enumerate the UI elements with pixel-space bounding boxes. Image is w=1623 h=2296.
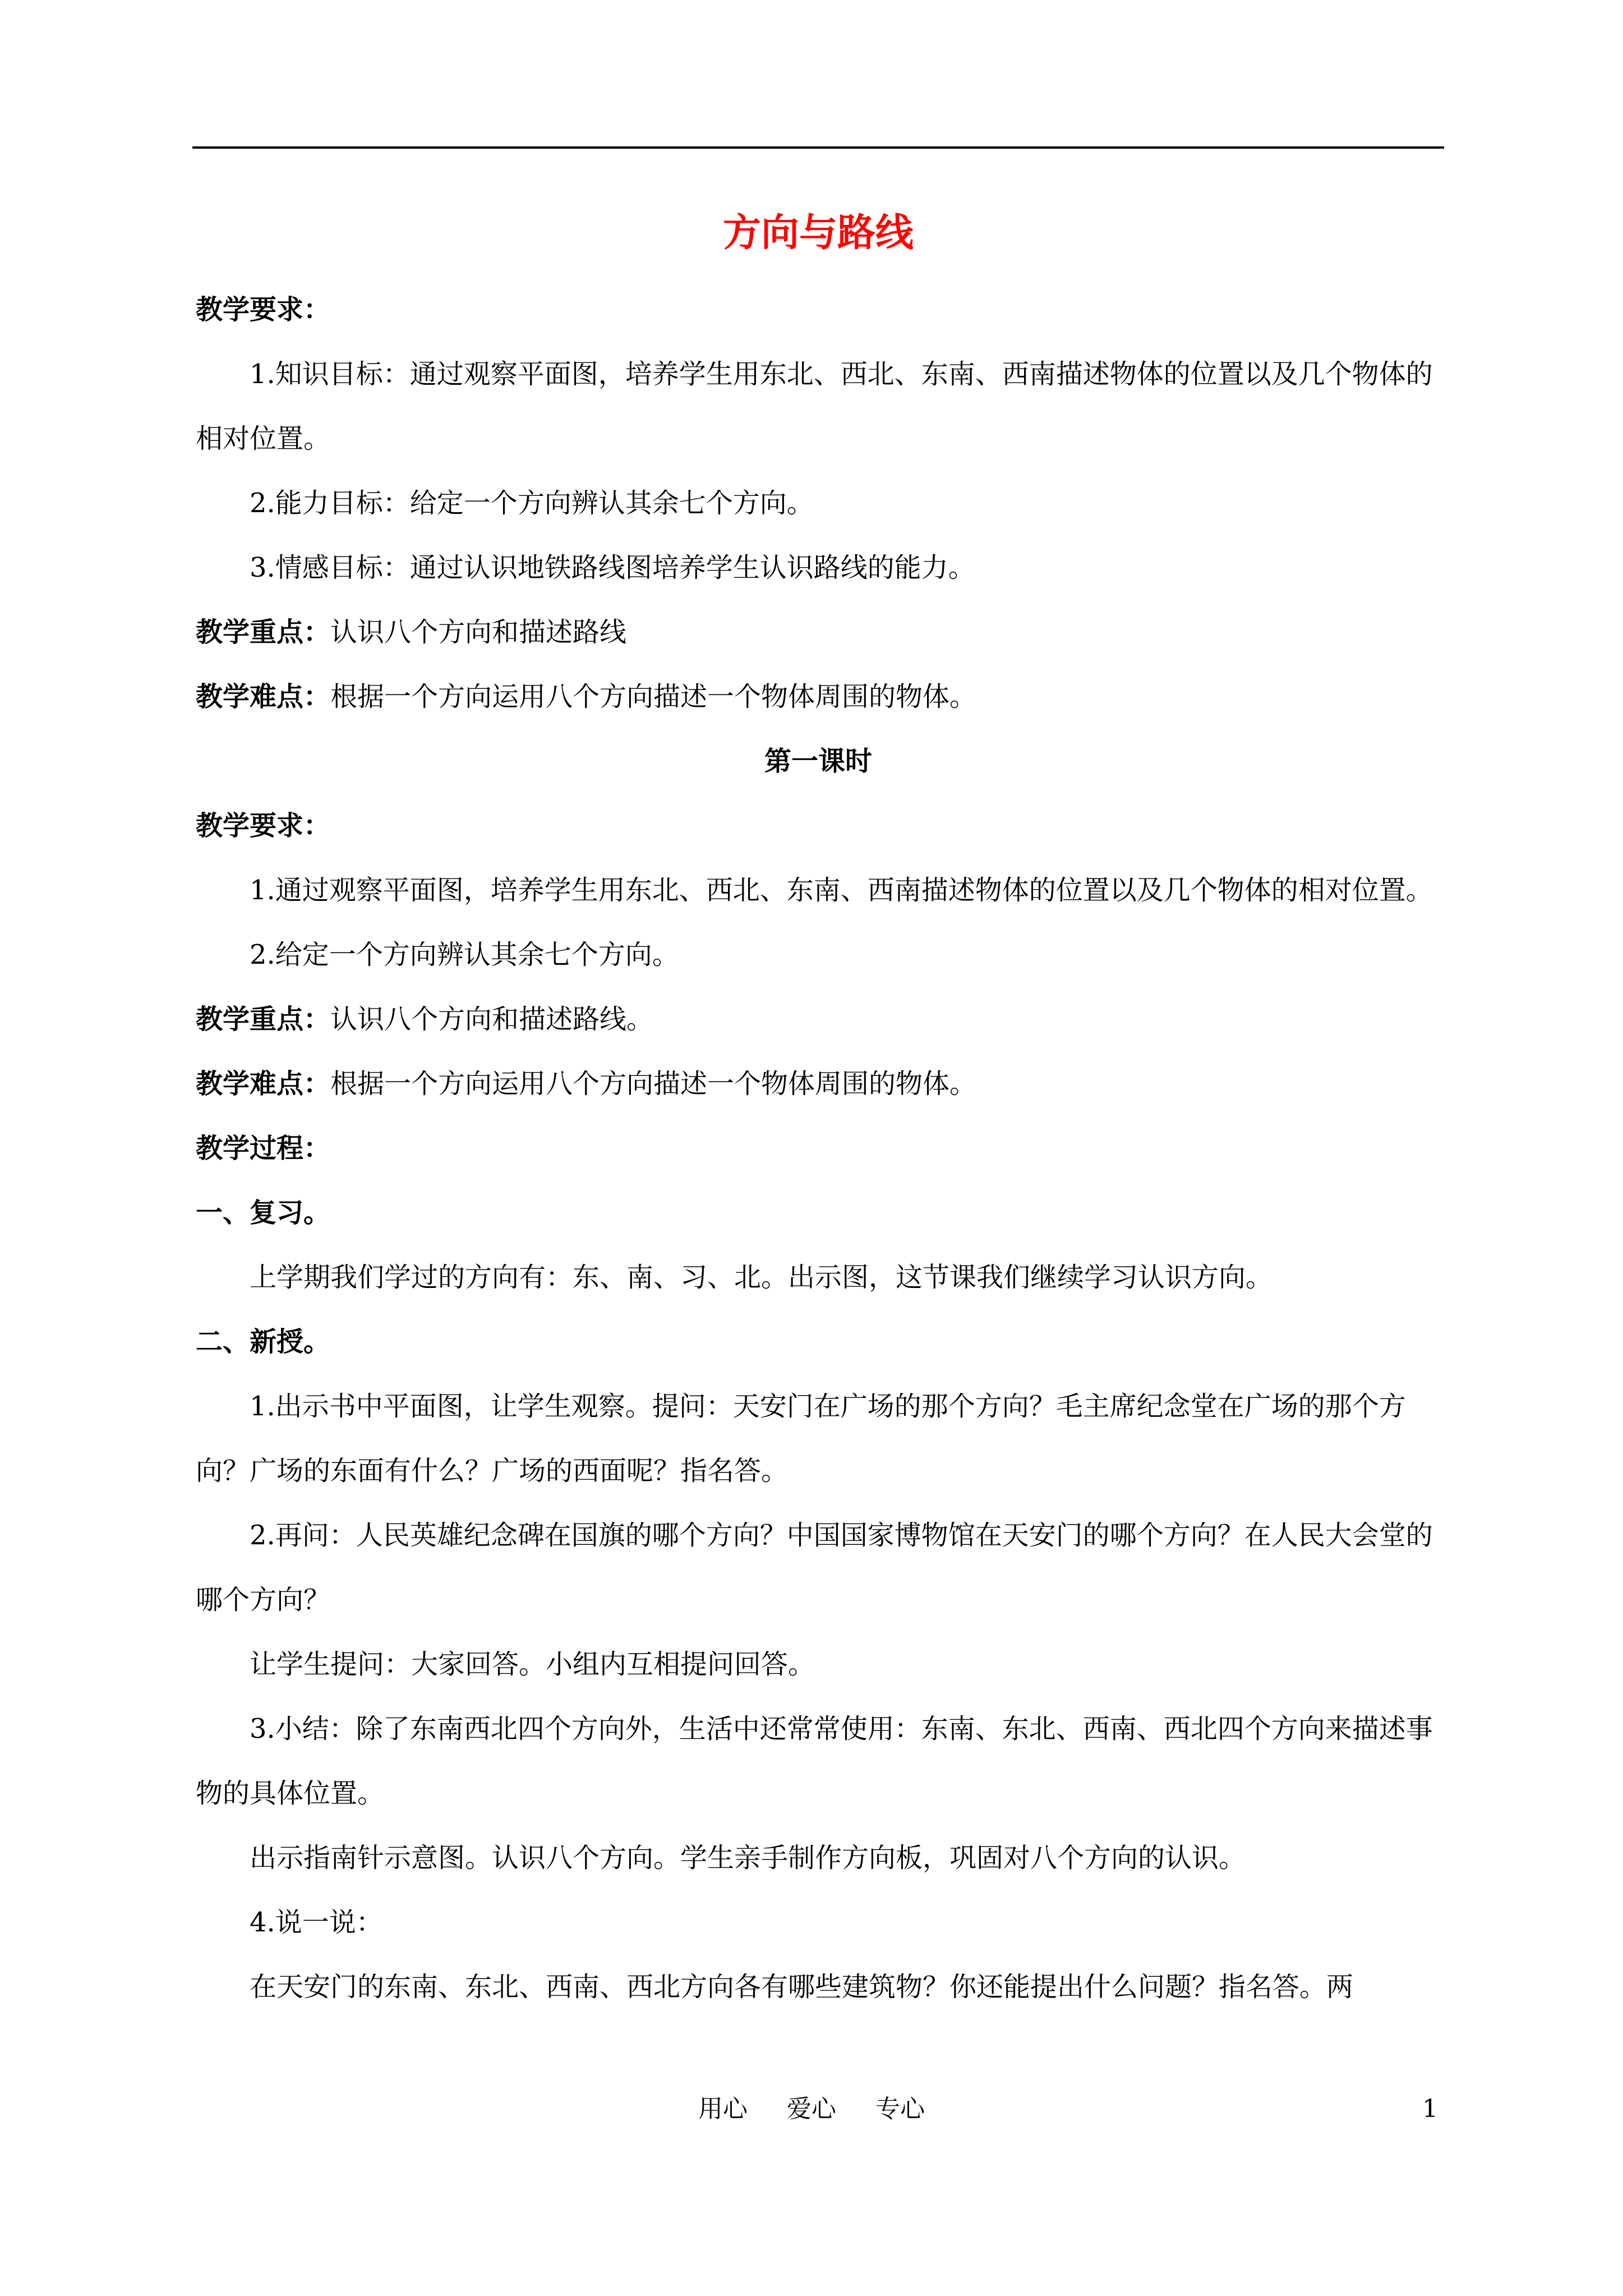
bold-label: 教学重点：	[196, 616, 331, 648]
document-body	[196, 202, 1441, 2019]
section2-key-point	[196, 987, 1441, 1052]
section1-requirement-item: 3.情感目标：通过认识地铁路线图培养学生认识路线的能力。	[250, 552, 975, 583]
key-point-text: 认识八个方向和描述路线	[330, 616, 627, 648]
bold-label: 教学难点：	[196, 681, 331, 712]
new-item: 在天安门的东南、东北、西南、西北方向各有哪些建筑物？你还能提出什么问题？指名答。两	[250, 1971, 1354, 2003]
new-item: 2.再问：人民英雄纪念碑在国旗的哪个方向？中国国家博物馆在天安门的哪个方向？在人民大会堂的哪个方向？	[196, 1520, 1433, 1616]
document-title: 方向与路线	[722, 210, 914, 255]
bold-label: 一、复习。	[196, 1197, 331, 1228]
key-point-text: 认识八个方向和描述路线。	[330, 1004, 654, 1035]
footer-slogan	[0, 2087, 1623, 2132]
lesson-heading: 第一课时	[764, 746, 872, 777]
bold-label: 教学重点：	[196, 1004, 331, 1035]
review-text: 上学期我们学过的方向有：东、南、习、北。出示图，这节课我们继续学习认识方向。	[250, 1262, 1273, 1293]
bold-label: 二、新授。	[196, 1326, 331, 1358]
new-item: 出示指南针示意图。认识八个方向。学生亲手制作方向板，巩固对八个方向的认识。	[250, 1842, 1246, 1874]
new-item: 让学生提问：大家回答。小组内互相提问回答。	[250, 1649, 815, 1680]
section2-requirement-item: 2.给定一个方向辨认其余七个方向。	[250, 939, 679, 970]
new-heading	[196, 1310, 1441, 1374]
footer-slogan-word: 用心	[698, 2095, 748, 2123]
footer-slogan-word: 专心	[875, 2095, 925, 2123]
new-item: 1.出示书中平面图，让学生观察。提问：天安门在广场的那个方向？毛主席纪念堂在广场的那个方向？广场的东面有什么？广场的西面呢？指名答。	[196, 1391, 1406, 1487]
new-item: 3.小结：除了东南西北四个方向外，生活中还常常使用：东南、东北、西南、西北四个方向来描述事物的具体位置。	[196, 1713, 1433, 1809]
section1-key-point	[196, 600, 1441, 665]
bold-label: 教学要求：	[196, 294, 331, 325]
difficulty-text: 根据一个方向运用八个方向描述一个物体周围的物体。	[330, 681, 977, 712]
bold-label: 教学难点：	[196, 1068, 331, 1099]
section1-difficulty	[196, 665, 1441, 729]
process-label	[196, 1116, 1441, 1181]
footer-slogan-word: 爱心	[787, 2095, 836, 2123]
page-footer	[0, 2087, 1623, 2132]
bold-label: 教学要求：	[196, 810, 331, 841]
page-number: 1	[1422, 2095, 1438, 2123]
section2-requirements-label	[196, 794, 1441, 858]
section2-requirement-item: 1.通过观察平面图，培养学生用东北、西北、东南、西南描述物体的位置以及几个物体的相对位置。	[250, 875, 1433, 906]
header-rule	[192, 146, 1444, 149]
bold-label: 教学过程：	[196, 1133, 331, 1164]
section1-requirements-label	[196, 278, 1441, 342]
section2-difficulty	[196, 1052, 1441, 1116]
section1-requirement-item: 2.能力目标：给定一个方向辨认其余七个方向。	[250, 487, 814, 519]
difficulty-text: 根据一个方向运用八个方向描述一个物体周围的物体。	[330, 1068, 977, 1099]
new-item: 4.说一说：	[250, 1907, 383, 1938]
section1-requirement-item: 1.知识目标：通过观察平面图，培养学生用东北、西北、东南、西南描述物体的位置以及几个物体的相对位置。	[196, 358, 1433, 454]
review-heading	[196, 1181, 1441, 1245]
